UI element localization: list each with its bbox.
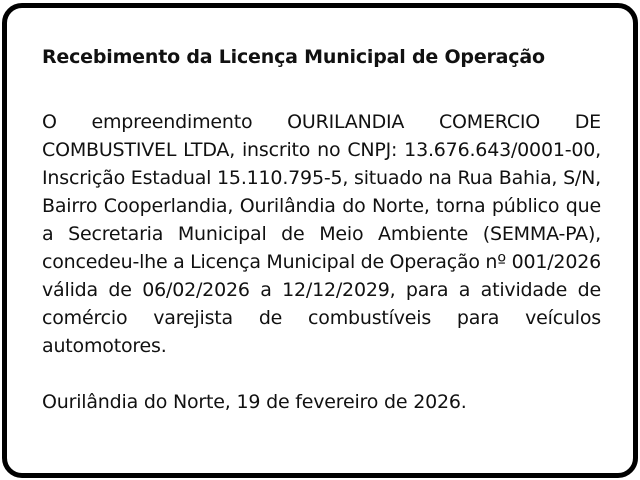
- license-notice-card: [2, 3, 638, 478]
- notice-title: Recebimento da Licença Municipal de Operação: [42, 46, 545, 68]
- notice-body: O empreendimento OURILANDIA COMERCIO DE COMBUSTIVEL LTDA, inscrito no CNPJ: 13.676.643/0001-00, Inscrição Estadual 15.110.795-5, situado na Rua Bahia, S/N, Bairro Cooperlandia, Ourilândia do Norte, torna público que a Secretaria Municipal de Meio Ambiente (SEMMA-PA), concedeu-lhe a Licença Municipal de Operação nº 001/2026 válida de 06/02/2026 a 12/12/2029, para a atividade de comércio varejista de combustíveis para veículos automotores.: [42, 111, 601, 357]
- notice-place-date: Ourilândia do Norte, 19 de fevereiro de 2026.: [42, 391, 467, 413]
